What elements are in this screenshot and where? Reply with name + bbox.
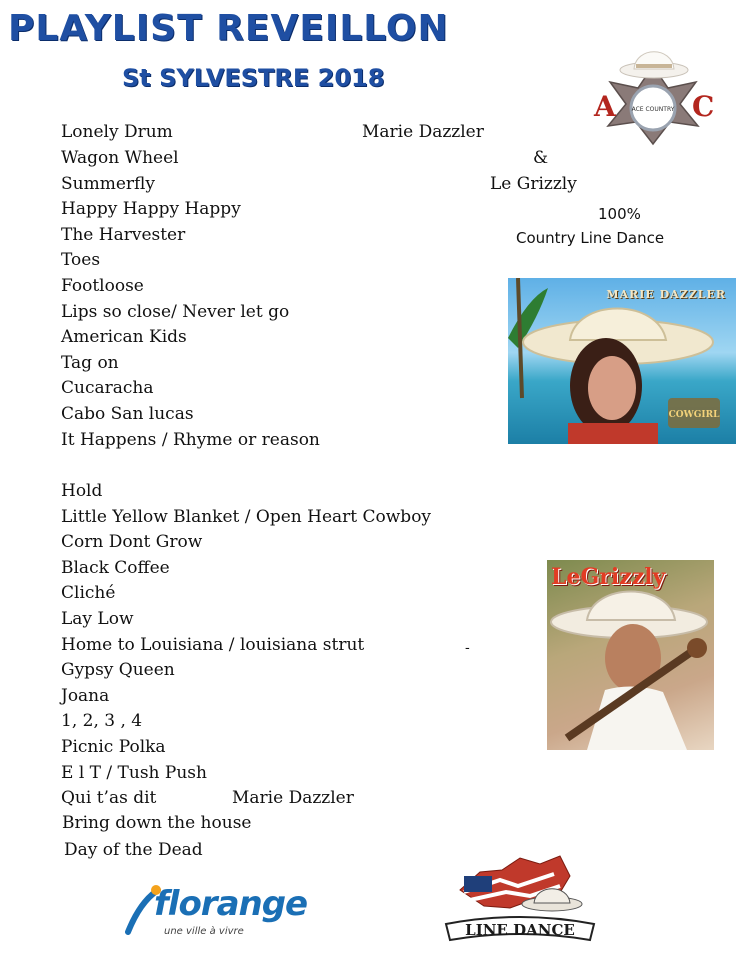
song-item: Wagon Wheel xyxy=(61,148,179,168)
photo1-caption: MARIE DAZZLER xyxy=(606,288,726,301)
inline-artist-marie-dazzler: Marie Dazzler xyxy=(232,788,354,808)
song-item: Cabo San lucas xyxy=(61,404,194,424)
marie-dazzler-photo xyxy=(508,278,736,444)
song-item: Little Yellow Blanket / Open Heart Cowboy xyxy=(61,507,432,527)
song-item: American Kids xyxy=(61,327,187,347)
artist-ampersand: & xyxy=(533,148,549,168)
song-item: Happy Happy Happy xyxy=(61,199,241,219)
song-item: Gypsy Queen xyxy=(61,660,175,680)
song-item: Lay Low xyxy=(61,609,134,629)
song-item: Day of the Dead xyxy=(64,840,203,860)
florange-logo xyxy=(122,880,322,950)
song-item: Corn Dont Grow xyxy=(61,532,203,552)
badge-letter-left: A xyxy=(594,90,616,123)
florange-tagline: une ville à vivre xyxy=(164,926,244,937)
song-item: Black Coffee xyxy=(61,558,170,578)
song-item: It Happens / Rhyme or reason xyxy=(61,430,320,450)
song-item: E l T / Tush Push xyxy=(61,763,207,783)
artist-name-marie-dazzler: Marie Dazzler xyxy=(362,122,484,142)
ace-country-badge-logo xyxy=(588,38,718,148)
line-dance-text: LINE DANCE xyxy=(465,921,575,939)
percent-label: 100% xyxy=(598,205,641,223)
cowgirl-stamp: COWGIRL xyxy=(668,410,720,420)
badge-inner-text: ACE COUNTRY xyxy=(631,106,675,113)
song-item: The Harvester xyxy=(61,225,186,245)
line-dance-logo xyxy=(440,850,600,950)
stray-dash: - xyxy=(465,640,470,656)
song-item: Bring down the house xyxy=(62,813,252,833)
song-item: Toes xyxy=(61,250,101,270)
le-grizzly-photo xyxy=(547,560,714,750)
genre-label: Country Line Dance xyxy=(516,229,665,247)
badge-letter-right: C xyxy=(692,90,715,123)
song-item: Home to Louisiana / louisiana strut xyxy=(61,635,365,655)
florange-wordmark: florange xyxy=(154,884,308,924)
song-item: Lonely Drum xyxy=(61,122,173,142)
song-item: Summerfly xyxy=(61,174,155,194)
song-item: Picnic Polka xyxy=(61,737,166,757)
song-item: Cliché xyxy=(61,583,116,603)
artist-name-le-grizzly: Le Grizzly xyxy=(490,174,577,194)
song-item: Cucaracha xyxy=(61,378,154,398)
song-item: Lips so close/ Never let go xyxy=(61,302,290,322)
page-subtitle: St SYLVESTRE 2018 xyxy=(122,64,385,92)
page-title: PLAYLIST REVEILLON xyxy=(8,8,449,49)
song-item: 1, 2, 3 , 4 xyxy=(61,711,143,731)
song-item: Qui t’as dit xyxy=(61,788,157,808)
song-item: Hold xyxy=(61,481,103,501)
song-item: Joana xyxy=(61,686,110,706)
song-item: Footloose xyxy=(61,276,144,296)
photo2-caption: LeGrizzly xyxy=(551,564,666,590)
song-item: Tag on xyxy=(61,353,119,373)
